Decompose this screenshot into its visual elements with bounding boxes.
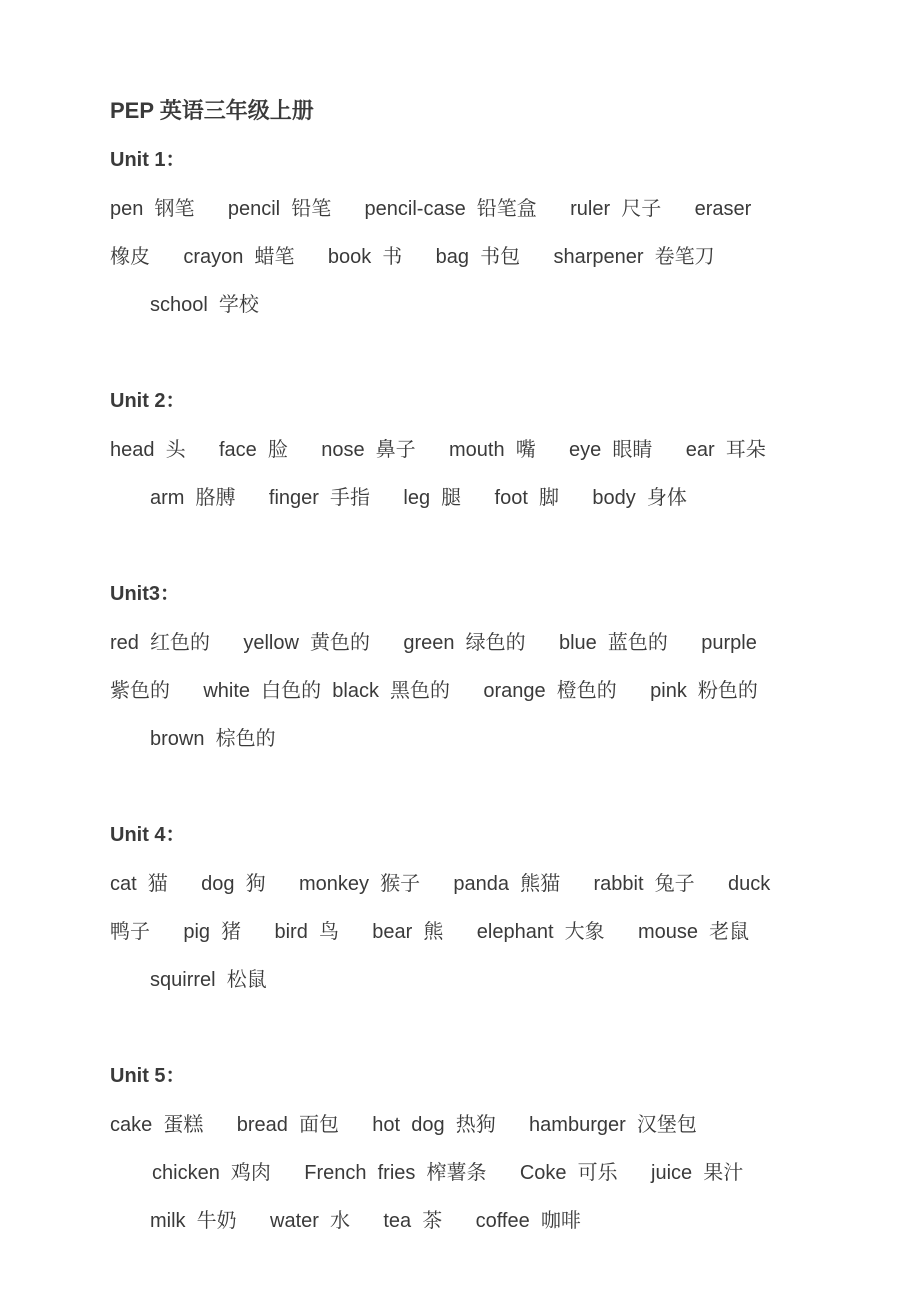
vocab-line: 橡皮 crayon 蜡笔 book 书 bag 书包 sharpener 卷笔刀 [110, 246, 715, 268]
vocab-line: red 红色的 yellow 黄色的 green 绿色的 blue 蓝色的 purple [110, 632, 757, 654]
unit-heading: Unit3： [110, 583, 180, 605]
unit-heading: Unit 5： [110, 1065, 186, 1087]
unit-heading: Unit 2： [110, 390, 186, 412]
unit-heading: Unit 4： [110, 824, 186, 846]
vocab-line: brown 棕色的 [150, 728, 276, 750]
vocab-line: milk 牛奶 water 水 tea 茶 coffee 咖啡 [150, 1210, 581, 1232]
vocab-line: arm 胳膊 finger 手指 leg 腿 foot 脚 body 身体 [150, 487, 687, 509]
vocab-line: 紫色的 white 白色的 black 黑色的 orange 橙色的 pink 粉色的 [110, 680, 758, 702]
vocab-line: cake 蛋糕 bread 面包 hot dog 热狗 hamburger 汉堡包 [110, 1114, 697, 1136]
vocab-line: school 学校 [150, 294, 259, 316]
vocab-line: pen 钢笔 pencil 铅笔 pencil-case 铅笔盒 ruler 尺子 eraser [110, 198, 752, 220]
vocab-line: head 头 face 脸 nose 鼻子 mouth 嘴 eye 眼睛 ear 耳朵 [110, 439, 766, 461]
vocab-line: 鸭子 pig 猪 bird 鸟 bear 熊 elephant 大象 mouse 老鼠 [110, 921, 750, 943]
vocab-line: chicken 鸡肉 French fries 榨薯条 Coke 可乐 juice 果汁 [152, 1162, 744, 1184]
vocab-line: squirrel 松鼠 [150, 969, 267, 991]
document-title: PEP 英语三年级上册 [110, 98, 314, 123]
vocab-line: cat 猫 dog 狗 monkey 猴子 panda 熊猫 rabbit 兔子 duck [110, 873, 771, 895]
unit-heading: Unit 1： [110, 149, 186, 171]
